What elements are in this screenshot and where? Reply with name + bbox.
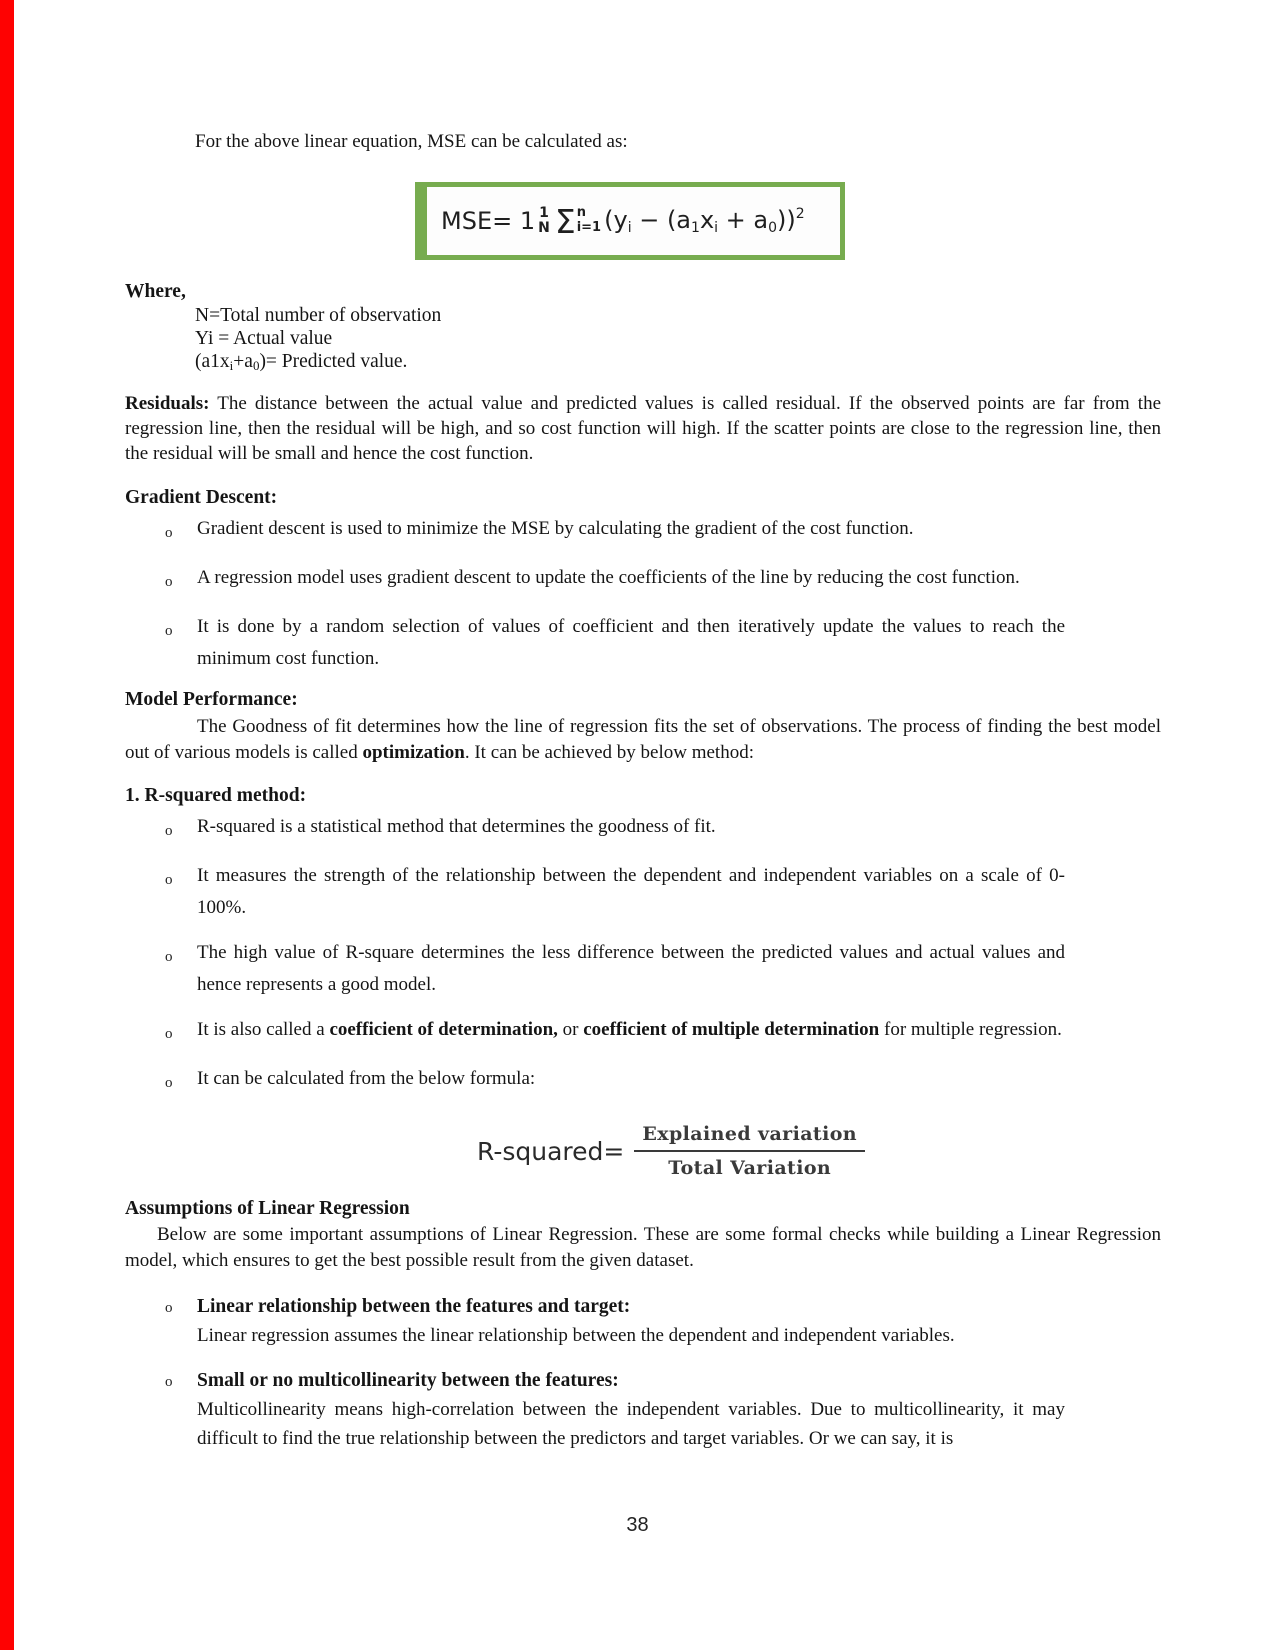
where-line-y: Yi = Actual value bbox=[195, 328, 333, 349]
mse-formula-box bbox=[415, 182, 845, 260]
list-item bbox=[125, 1063, 1161, 1099]
mse-prefix: MSE= 1 bbox=[441, 207, 536, 235]
left-red-stripe bbox=[0, 0, 14, 1650]
bullet-marker: o bbox=[165, 574, 173, 590]
gradient-descent-heading: Gradient Descent: bbox=[125, 487, 278, 508]
residuals-paragraph: Residuals: The distance between the actual value and predicted values is called residual. If the observed points are far from the regression line, then the residual will be high, and so cost function will high. If the scatter points are close to the regression line, then the residual will be small and hence the cost function. bbox=[125, 393, 1161, 464]
bullet-text: It measures the strength of the relationship between the dependent and independent variables on a scale of 0-100%. bbox=[197, 865, 1065, 918]
mse-exponent: 2 bbox=[795, 206, 805, 222]
bullet-marker: o bbox=[165, 525, 173, 541]
bullet-marker: o bbox=[165, 1374, 173, 1390]
bullet-marker: o bbox=[165, 1300, 173, 1316]
where-line-predicted: (a1xi+a0)= Predicted value. bbox=[195, 351, 408, 373]
list-item bbox=[125, 513, 1161, 549]
bullet-marker: o bbox=[165, 872, 173, 888]
assumption-title: Linear relationship between the features and target: bbox=[197, 1296, 631, 1317]
fraction-numerator: 1 bbox=[539, 204, 549, 221]
bullet-marker: o bbox=[165, 949, 173, 965]
bullet-marker: o bbox=[165, 1026, 173, 1042]
where-heading: Where, bbox=[125, 281, 186, 302]
r-squared-list bbox=[125, 811, 1161, 1099]
gradient-descent-list bbox=[125, 513, 1161, 675]
bullet-marker: o bbox=[165, 623, 173, 639]
bullet-text: Gradient descent is used to minimize the MSE by calculating the gradient of the cost function. bbox=[197, 518, 914, 539]
bullet-text: It can be calculated from the below formula: bbox=[197, 1068, 536, 1089]
where-line-n: N=Total number of observation bbox=[195, 305, 442, 326]
r-squared-formula bbox=[477, 1123, 1161, 1179]
optimization-bold: optimization bbox=[362, 742, 465, 763]
bullet-text: A regression model uses gradient descent to update the coefficients of the line by reducing the cost function. bbox=[197, 567, 1020, 588]
list-item bbox=[125, 1014, 1161, 1050]
summation-lower-limit: i=1 bbox=[576, 220, 602, 235]
r-squared-heading: 1. R-squared method: bbox=[125, 785, 307, 806]
fraction-one-over-n bbox=[538, 206, 550, 237]
list-item bbox=[125, 562, 1161, 598]
residuals-label: Residuals: bbox=[125, 393, 210, 414]
list-item bbox=[125, 860, 1161, 924]
summation-limits bbox=[577, 206, 601, 236]
fraction-denominator: N bbox=[538, 220, 550, 236]
rsq-denominator: Total Variation bbox=[668, 1157, 832, 1179]
mse-expression: (yi − (a1xi + a0))$^2$ bbox=[604, 206, 805, 236]
assumption-item bbox=[125, 1292, 1161, 1350]
bullet-text: The high value of R-square determines the less difference between the predicted values and actual values and hence represents a good model. bbox=[197, 942, 1065, 995]
bullet-marker: o bbox=[165, 1075, 173, 1091]
rsq-fraction bbox=[634, 1123, 865, 1179]
assumption-item bbox=[125, 1366, 1161, 1453]
list-item bbox=[125, 937, 1161, 1001]
assumptions-heading: Assumptions of Linear Regression bbox=[125, 1198, 410, 1219]
summation-upper-limit: n bbox=[576, 205, 586, 221]
assumption-body: Linear regression assumes the linear relationship between the dependent and independent variables. bbox=[197, 1325, 955, 1346]
bullet-text: It is done by a random selection of values of coefficient and then iteratively update the values to reach the minimum cost function. bbox=[197, 616, 1065, 669]
bullet-text: R-squared is a statistical method that determines the goodness of fit. bbox=[197, 816, 716, 837]
model-performance-paragraph: The Goodness of fit determines how the line of regression fits the set of observations. The process of finding the best model out of various models is called optimization. It can be achieved by below method: bbox=[125, 716, 1161, 763]
bullet-marker: o bbox=[165, 823, 173, 839]
document-page bbox=[125, 130, 1161, 1469]
assumption-title: Small or no multicollinearity between the features: bbox=[197, 1370, 619, 1391]
rsq-lhs: R-squared= bbox=[477, 1136, 625, 1166]
rsq-numerator: Explained variation bbox=[634, 1123, 865, 1152]
intro-line: For the above linear equation, MSE can be calculated as: bbox=[195, 131, 628, 152]
bullet-text: It is also called a coefficient of determination, or coefficient of multiple determination for multiple regression. bbox=[197, 1019, 1062, 1040]
page-number: 38 bbox=[626, 1514, 649, 1536]
assumptions-list bbox=[125, 1292, 1161, 1453]
assumption-body: Multicollinearity means high-correlation between the independent variables. Due to multicollinearity, it may difficult to find the true relationship between the predictors and target variables. Or we can say, it is bbox=[197, 1399, 1065, 1449]
assumptions-intro: Below are some important assumptions of Linear Regression. These are some formal checks while building a Linear Regression model, which ensures to get the best possible result from the given dataset. bbox=[125, 1224, 1161, 1271]
summation-symbol: Σ bbox=[554, 201, 576, 241]
list-item bbox=[125, 811, 1161, 847]
list-item bbox=[125, 611, 1161, 675]
model-performance-heading: Model Performance: bbox=[125, 689, 298, 710]
